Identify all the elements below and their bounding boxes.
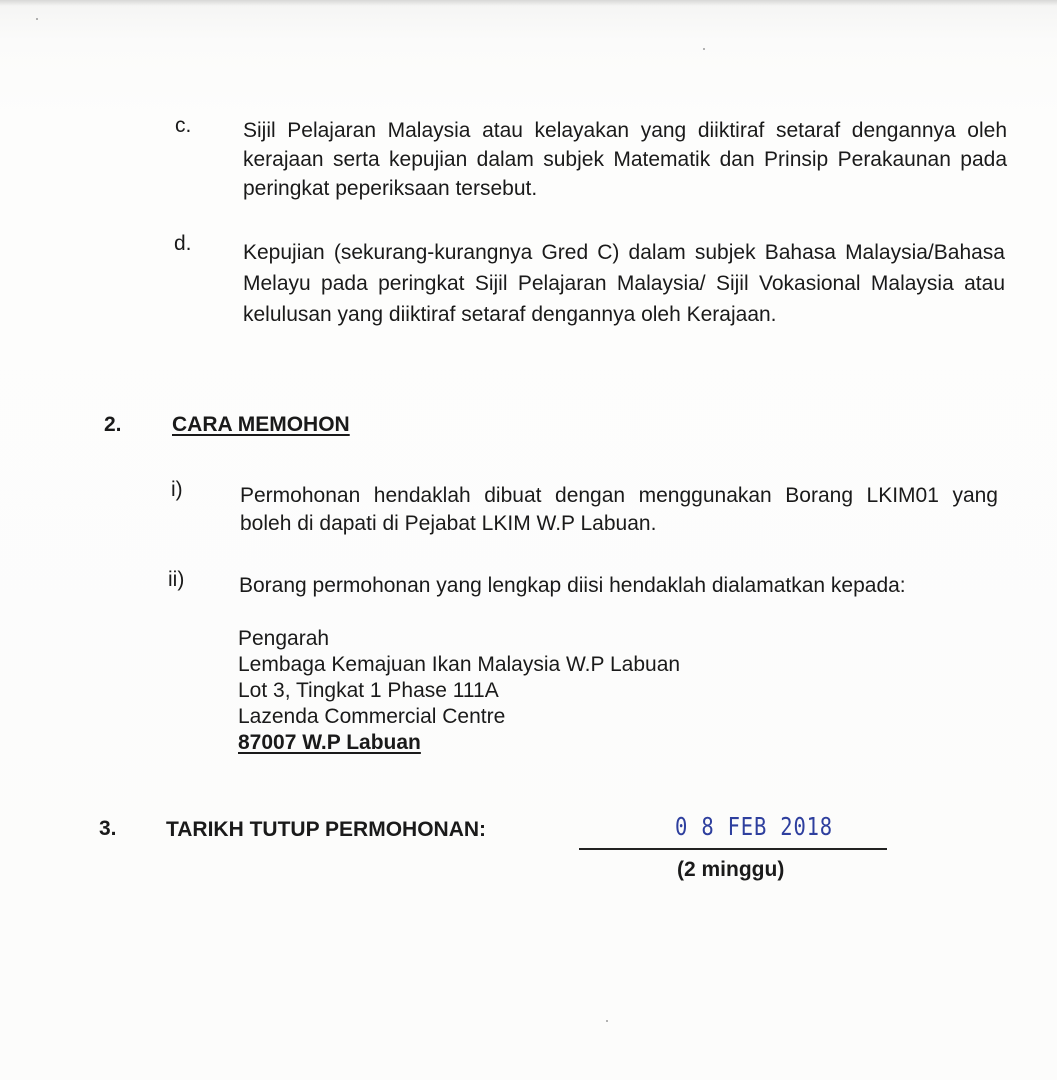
section-3-title: TARIKH TUTUP PERMOHONAN: xyxy=(166,818,487,841)
item-i-marker: i) xyxy=(171,478,183,501)
date-underline-rule xyxy=(579,848,887,850)
scan-speck xyxy=(36,18,38,20)
item-ii-marker: ii) xyxy=(168,568,185,591)
item-d-marker: d. xyxy=(174,232,192,255)
section-2-number: 2. xyxy=(104,413,122,436)
scan-speck xyxy=(606,1020,608,1022)
item-c-text: Sijil Pelajaran Malaysia atau kelayakan yang diiktiraf setaraf dengannya oleh kerajaan serta kepujian dalam subjek Matematik dan Prinsip Perakaunan pada peringkat peperiksaan tersebut. xyxy=(243,119,1007,200)
address-line-centre: Lazenda Commercial Centre xyxy=(238,705,506,728)
item-c-marker: c. xyxy=(175,114,192,137)
item-d-text: Kepujian (sekurang-kurangnya Gred C) dalam subjek Bahasa Malaysia/Bahasa Melayu pada peringkat Sijil Pelajaran Malaysia/ Sijil Vokasional Malaysia atau kelulusan yang diiktiraf setaraf dengannya oleh Kerajaan. xyxy=(243,241,1005,326)
section-3-number: 3. xyxy=(99,817,117,840)
address-line-organization: Lembaga Kemajuan Ikan Malaysia W.P Labuan xyxy=(238,653,681,676)
item-i-text: Permohonan hendaklah dibuat dengan menggunakan Borang LKIM01 yang boleh di dapati di Pejabat LKIM W.P Labuan. xyxy=(240,484,998,535)
address-line-postcode: 87007 W.P Labuan xyxy=(238,731,421,754)
address-line-lot: Lot 3, Tingkat 1 Phase 111A xyxy=(238,679,499,702)
scan-speck xyxy=(703,48,705,50)
section-2-title: CARA MEMOHON xyxy=(172,413,350,436)
closing-date-stamp: 0 8 FEB 2018 xyxy=(675,812,833,841)
address-line-recipient: Pengarah xyxy=(238,627,330,650)
item-ii-text: Borang permohonan yang lengkap diisi hendaklah dialamatkan kepada: xyxy=(239,574,906,597)
duration-note: (2 minggu) xyxy=(677,858,785,881)
address-block xyxy=(238,626,680,756)
scan-top-edge xyxy=(0,0,1057,6)
